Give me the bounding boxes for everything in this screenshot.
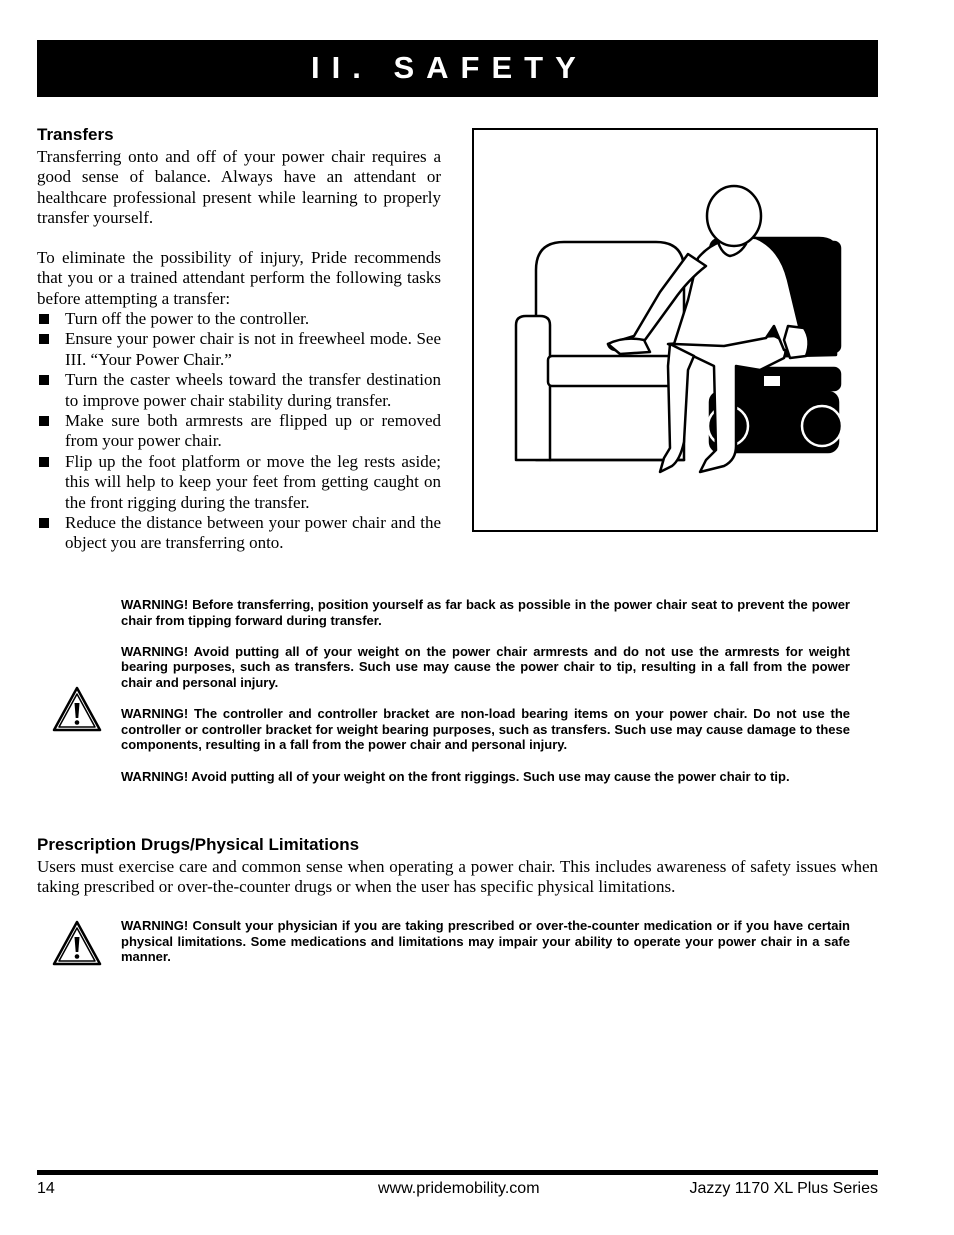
- bullet-square-icon: [39, 334, 49, 344]
- transfer-warnings: [121, 597, 850, 800]
- list-item: Turn off the power to the controller.: [37, 309, 441, 329]
- prescription-warning: [121, 918, 850, 980]
- page-number: 14: [37, 1180, 55, 1197]
- list-item: Make sure both armrests are flipped up or removed from your power chair.: [37, 411, 441, 452]
- bullet-square-icon: [39, 375, 49, 385]
- transfer-illustration: [472, 128, 878, 532]
- transfers-heading: Transfers: [37, 125, 114, 144]
- list-item: Flip up the foot platform or move the leg rests aside; this will help to keep your feet from getting caught on the front rigging during the transfer.: [37, 452, 441, 513]
- warning-text: WARNING! The controller and controller bracket are non-load bearing items on your power chair. Do not use the controller or controller bracket for weight bearing purposes, such as transfers. Such use may cause damage to these components, resulting in a fall from the power chair and personal injury.: [121, 706, 850, 753]
- list-item: Reduce the distance between your power chair and the object you are transferring onto.: [37, 513, 441, 554]
- bullet-square-icon: [39, 518, 49, 528]
- transfers-intro-2: To eliminate the possibility of injury, Pride recommends that you or a trained attendant perform the following tasks before attempting a transfer:: [37, 248, 441, 308]
- footer-divider: [37, 1170, 878, 1175]
- list-item: Turn the caster wheels toward the transfer destination to improve power chair stability during transfer.: [37, 370, 441, 411]
- footer-product: Jazzy 1170 XL Plus Series: [689, 1180, 878, 1197]
- transfers-intro: Transferring onto and off of your power chair requires a good sense of balance. Always have an attendant or healthcare professional present while learning to properly transfer yourself.: [37, 147, 441, 228]
- warning-triangle-icon: [52, 686, 102, 739]
- warning-text: WARNING! Avoid putting all of your weight on the power chair armrests and do not use the armrests for weight bearing purposes, such as transfers. Such use may cause the power chair to tip, resulting in a fall from the power chair and personal injury.: [121, 643, 850, 690]
- prescription-body: Users must exercise care and common sense when operating a power chair. This includes awareness of safety issues when taking prescribed or over-the-counter drugs or when the user has specific physical limitations.: [37, 857, 878, 897]
- footer-website: www.pridemobility.com: [378, 1180, 540, 1197]
- warning-triangle-icon: [52, 920, 102, 973]
- bullet-square-icon: [39, 457, 49, 467]
- transfer-checklist: [37, 309, 441, 554]
- bullet-square-icon: [39, 314, 49, 324]
- list-item: Ensure your power chair is not in freewheel mode. See III. “Your Power Chair.”: [37, 329, 441, 370]
- bullet-square-icon: [39, 416, 49, 426]
- section-title: II. SAFETY: [311, 50, 588, 85]
- prescription-heading: Prescription Drugs/Physical Limitations: [37, 835, 360, 854]
- warning-text: WARNING! Consult your physician if you are taking prescribed or over-the-counter medication or if you have certain physical limitations. Some medications and limitations may impair your ability to operate your power chair in a safe manner.: [121, 918, 850, 965]
- warning-text: WARNING! Before transferring, position yourself as far back as possible in the power chair seat to prevent the power chair from tipping forward during transfer.: [121, 597, 850, 628]
- warning-text: WARNING! Avoid putting all of your weight on the front riggings. Such use may cause the power chair to tip.: [121, 768, 790, 784]
